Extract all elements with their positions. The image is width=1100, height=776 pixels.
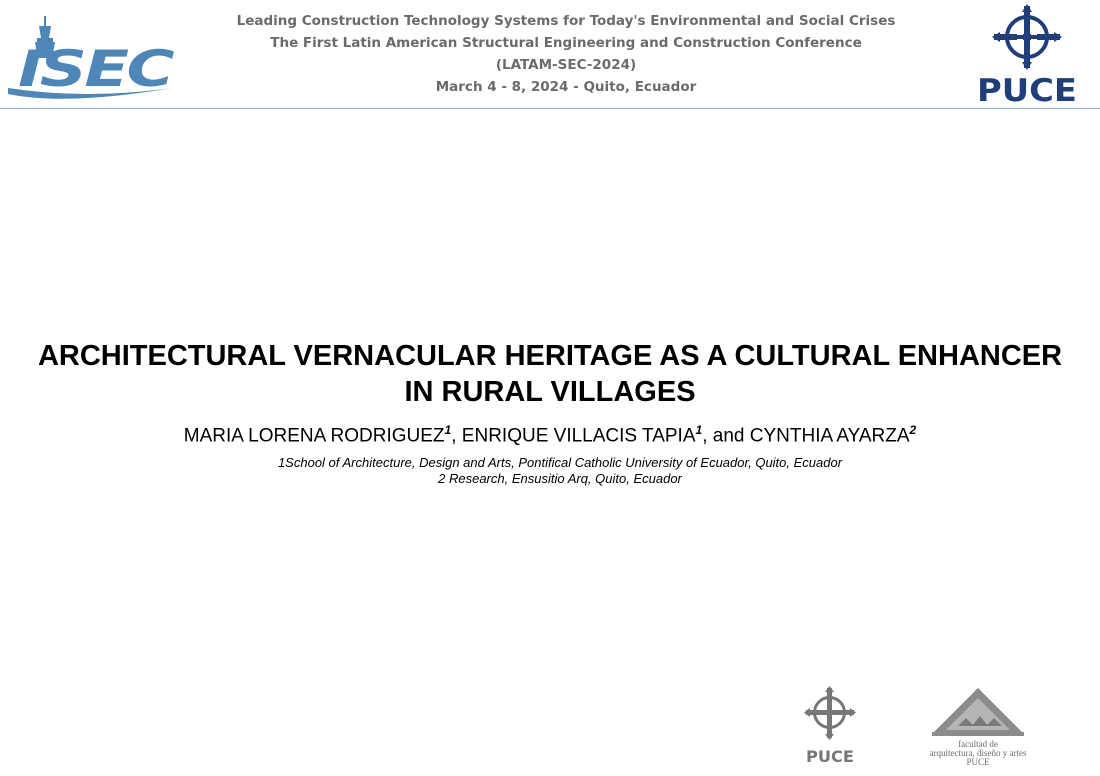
paper-title-line-1: ARCHITECTURAL VERNACULAR HERITAGE AS A CULTURAL ENHANCER bbox=[37, 340, 1063, 372]
author-2: ENRIQUE VILLACIS TAPIA bbox=[461, 425, 696, 447]
fad-footer-line-1: facultad de bbox=[958, 739, 998, 749]
paper-title-line-2: IN RURAL VILLAGES bbox=[404, 376, 696, 408]
conference-tagline: Leading Construction Technology Systems for Today's Environmental and Social Crises bbox=[236, 13, 896, 29]
paper-title bbox=[10, 338, 1090, 410]
header bbox=[0, 0, 1100, 110]
puce-footer-logo bbox=[800, 686, 860, 766]
affiliation-2: 2 Research, Ensusitio Arq, Quito, Ecuador bbox=[438, 471, 682, 486]
header-divider bbox=[0, 108, 1100, 109]
fad-footer-logo bbox=[926, 686, 1030, 770]
isec-logo-text: ISEC bbox=[18, 40, 176, 98]
author-1-affiliation-mark: 1 bbox=[444, 423, 452, 437]
fad-footer-line-3: PUCE bbox=[966, 757, 990, 767]
author-separator: , and bbox=[702, 425, 750, 447]
author-separator: , bbox=[451, 425, 462, 447]
puce-logo bbox=[972, 4, 1082, 104]
affiliations bbox=[60, 455, 1060, 487]
author-3: CYNTHIA AYARZA bbox=[749, 425, 910, 447]
author-1: MARIA LORENA RODRIGUEZ bbox=[183, 425, 445, 447]
conference-name: The First Latin American Structural Engineering and Construction Conference bbox=[270, 35, 862, 51]
conference-acronym: (LATAM-SEC-2024) bbox=[495, 57, 637, 73]
authors bbox=[40, 418, 1060, 448]
author-3-affiliation-mark: 2 bbox=[909, 423, 917, 437]
isec-logo bbox=[6, 14, 176, 106]
fad-emblem-icon bbox=[926, 686, 1030, 740]
conference-info bbox=[200, 10, 932, 98]
puce-footer-logo-text: PUCE bbox=[806, 747, 854, 766]
affiliation-1: 1School of Architecture, Design and Arts, Pontifical Catholic University of Ecuador, Quito, Ecuador bbox=[277, 455, 843, 470]
fad-footer-text bbox=[926, 740, 1030, 767]
fad-footer-line-2: arquitectura, diseño y artes bbox=[929, 748, 1027, 758]
author-2-affiliation-mark: 1 bbox=[695, 423, 703, 437]
puce-logo-text: PUCE bbox=[977, 73, 1077, 104]
conference-date-place: March 4 - 8, 2024 - Quito, Ecuador bbox=[435, 79, 697, 95]
